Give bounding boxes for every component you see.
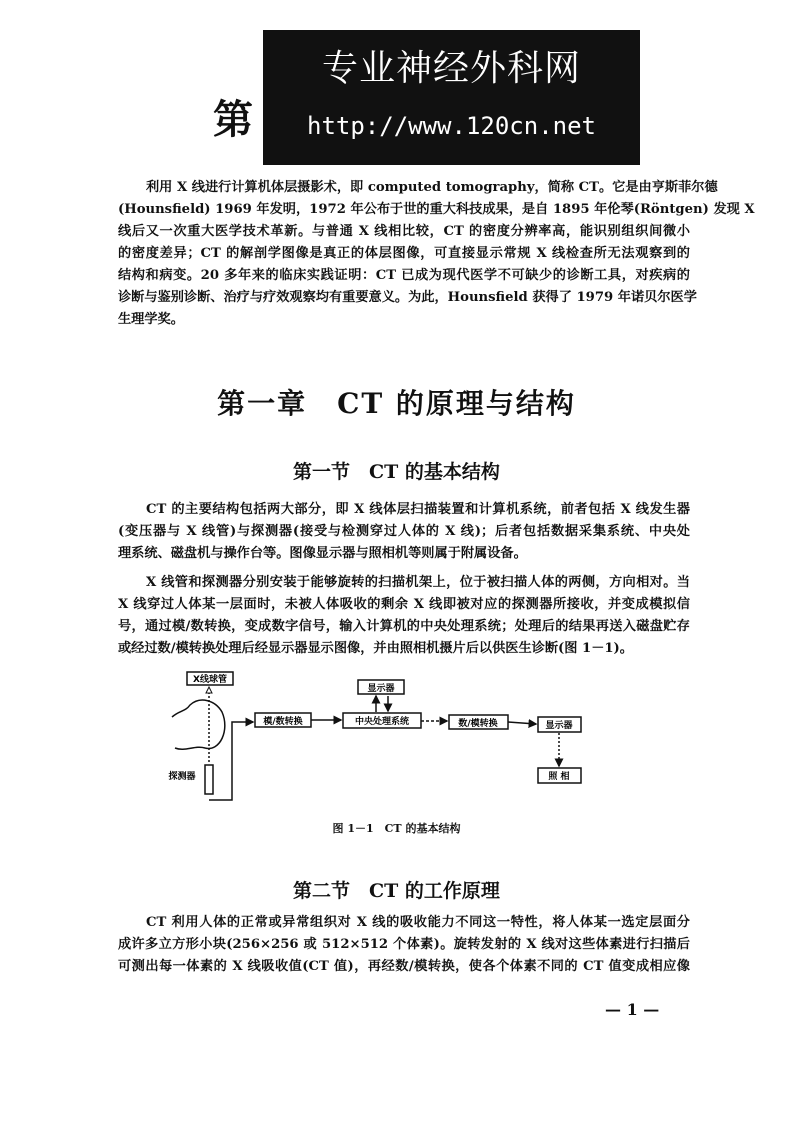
intro-line: 诊断与鉴别诊断、治疗与疗效观察均有重要意义。为此，Hounsfield 获得了 1979 年诺贝尔医学 [118,290,697,305]
xray-tube-label: X线球管 [193,675,227,685]
s1-line: (变压器与 X 线管)与探测器(接受与检测穿过人体的 X 线)；后者包括数据采集系统、中央处 [118,524,690,539]
page-number: — 1 — [605,1000,660,1019]
intro-line: 利用 X 线进行计算机体层摄影术，即 computed tomography，简称 CT。它是由亨斯菲尔德 [146,180,718,195]
display-top-label: 显示器 [367,684,395,694]
s1-line: 号，通过模/数转换，变成数字信号，输入计算机的中央处理系统；处理后的结果再送入磁盘贮存 [118,619,690,634]
s1-line: X 线穿过人体某一层面时，未被人体吸收的剩余 X 线即被对应的探测器所接收，并变成模拟信 [118,597,690,612]
watermark-url: http://www.120cn.net [307,112,596,140]
intro-line: 线后又一次重大医学技术革新。与普通 X 线相比较，CT 的密度分辨率高，能识别组织间微小 [118,224,690,239]
s2-line: 成许多立方形小块(256×256 或 512×512 个体素)。旋转发射的 X 线对这些体素进行扫描后 [118,937,690,952]
intro-line: 的密度差异；CT 的解剖学图像是真正的体层图像，可直接显示常规 X 线检查所无法观察到的 [118,246,690,261]
camera-label: 照 相 [548,772,570,782]
partial-heading: 第 [213,96,253,143]
detector-box [205,765,213,794]
ad-label: 模/数转换 [263,717,303,727]
s1-line: CT 的主要结构包括两大部分，即 X 线体层扫描装置和计算机系统，前者包括 X 线发生器 [146,502,690,517]
s2-line: 可测出每一体素的 X 线吸收值(CT 值)，再经数/模转换，使各个体素不同的 CT 值变成相应像 [118,959,690,974]
watermark-title: 专业神经外科网 [321,48,581,89]
cpu-label: 中央处理系统 [354,717,410,727]
section1-title: 第一节 CT 的基本结构 [293,461,500,483]
figure-caption: 图 1－1 CT 的基本结构 [332,822,461,835]
s1-line: 理系统、磁盘机与操作台等。图像显示器与照相机等则属于附属设备。 [118,546,527,561]
da-label: 数/模转换 [458,719,498,729]
display-right-label: 显示器 [545,721,573,731]
s2-line: CT 利用人体的正常或异常组织对 X 线的吸收能力不同这一特性，将人体某一选定层面分 [146,915,690,930]
s1-line: 或经过数/模转换处理后经显示器显示图像，并由照相机摄片后以供医生诊断(图 1－1)。 [118,641,633,656]
s1-line: X 线管和探测器分别安装于能够旋转的扫描机架上，位于被扫描人体的两侧，方向相对。当 [146,575,690,590]
intro-line: 生理学奖。 [118,312,184,327]
intro-line: 结构和病变。20 多年来的临床实践证明：CT 已成为现代医学不可缺少的诊断工具，对疾病的 [118,268,690,283]
detector-label: 探测器 [168,772,196,782]
section2-title: 第二节 CT 的工作原理 [293,880,500,902]
body-outline [172,700,225,749]
chapter-title: 第一章 CT 的原理与结构 [217,387,576,420]
intro-line: (Hounsfield) 1969 年发明，1972 年公布于世的重大科技成果，是自 1895 年伦琴(Röntgen) 发现 X [118,202,755,217]
